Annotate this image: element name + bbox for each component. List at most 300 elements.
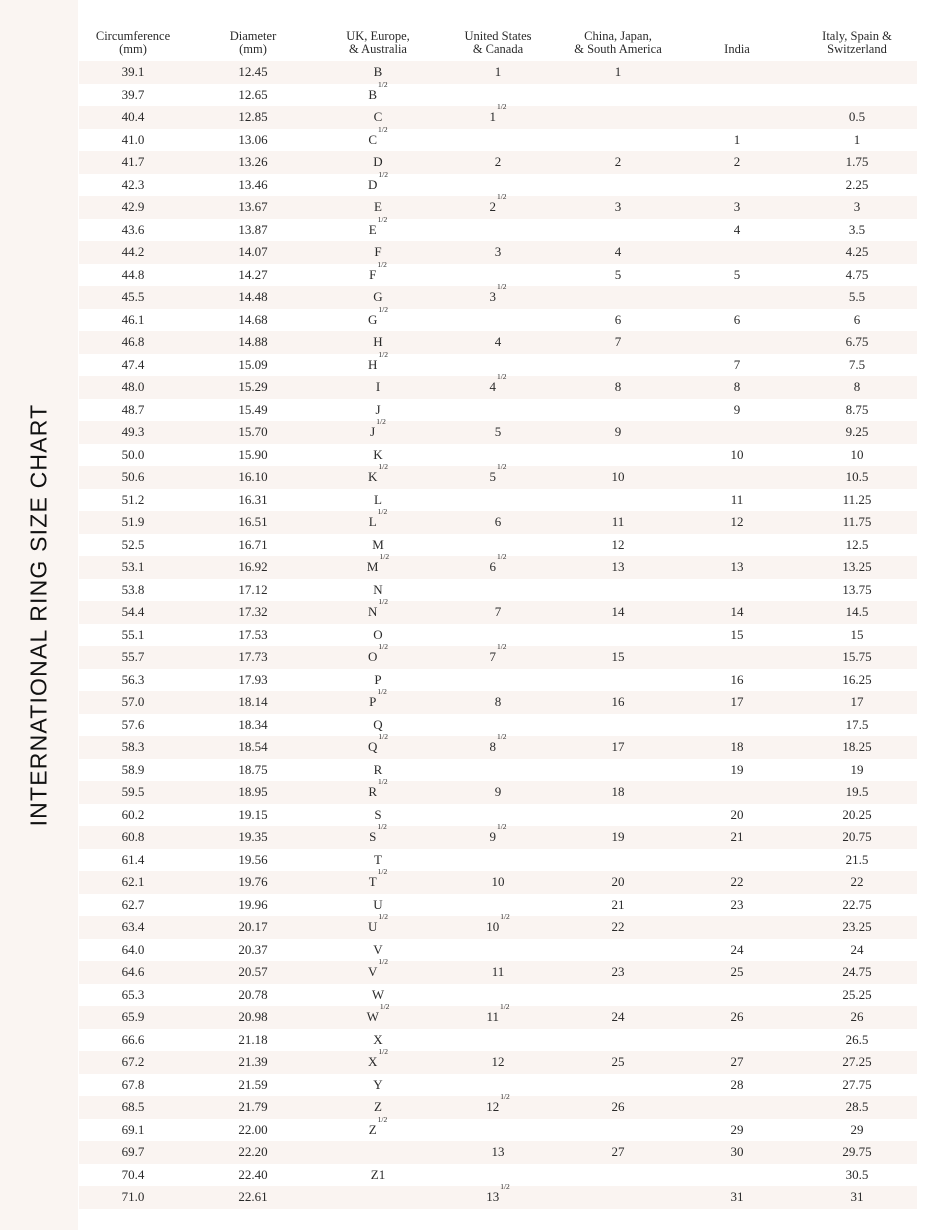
cell-us-canada: 5 [494, 424, 502, 439]
cell-circumference: 64.6 [121, 964, 145, 979]
cell-italy-spain-switzerland: 29 [850, 1121, 864, 1137]
cell-india: 17 [730, 694, 744, 709]
cell-circumference: 44.8 [121, 266, 145, 282]
size-base: 5 [489, 469, 496, 484]
cell-us-canada: 12 [491, 1054, 505, 1069]
table-row [79, 304, 917, 332]
cell-china-japan-south-america: 1 [614, 64, 622, 79]
cell-uk-europe-australia: W [371, 986, 385, 1002]
table-body [79, 61, 917, 1209]
table-row [79, 102, 917, 129]
cell-diameter: 16.10 [238, 469, 268, 484]
cell-italy-spain-switzerland: 25.25 [842, 986, 872, 1002]
half-size-mark: 1/2 [378, 597, 388, 606]
cell-india: 8 [733, 379, 741, 394]
cell-italy-spain-switzerland: 27.25 [842, 1054, 872, 1069]
half-size-mark: 1/2 [500, 1092, 510, 1101]
cell-circumference: 51.9 [121, 514, 145, 529]
table-row [79, 192, 917, 219]
cell-italy-spain-switzerland: 4.25 [845, 244, 869, 259]
cell-circumference: 44.2 [121, 244, 145, 259]
table-row [79, 867, 917, 894]
cell-diameter: 22.61 [238, 1189, 268, 1204]
table-row [79, 849, 917, 872]
table-row [79, 597, 917, 624]
cell-china-japan-south-america: 20 [611, 874, 625, 889]
cell-uk-europe-australia [368, 507, 388, 534]
cell-italy-spain-switzerland: 29.75 [842, 1144, 872, 1159]
cell-china-japan-south-america: 21 [611, 896, 625, 912]
cell-diameter: 13.67 [238, 199, 268, 214]
table-row [79, 462, 917, 489]
cell-us-canada: 11 [491, 964, 505, 979]
table-row [79, 894, 917, 917]
cell-italy-spain-switzerland: 5.5 [848, 289, 866, 304]
cell-china-japan-south-america: 2 [614, 154, 622, 169]
cell-circumference: 46.8 [121, 334, 145, 349]
cell-china-japan-south-america: 13 [611, 559, 625, 574]
cell-us-canada [489, 552, 507, 579]
half-size-mark: 1/2 [378, 462, 388, 471]
size-base: W [366, 1009, 379, 1024]
size-base: 6 [489, 559, 496, 574]
header-line: (mm) [119, 41, 147, 56]
cell-italy-spain-switzerland: 10 [850, 446, 864, 462]
cell-diameter: 17.93 [238, 671, 268, 687]
size-base: N [368, 604, 378, 619]
cell-diameter: 12.85 [238, 109, 268, 124]
table-row [79, 151, 917, 174]
half-size-mark: 1/2 [378, 642, 388, 651]
table-row [79, 61, 917, 84]
cell-circumference: 57.6 [121, 716, 145, 732]
half-size-mark: 1/2 [377, 1114, 388, 1124]
cell-circumference: 69.7 [121, 1144, 145, 1159]
cell-india: 14 [730, 604, 744, 619]
size-base: 3 [489, 289, 496, 304]
header-china-japan-south-america [574, 30, 662, 55]
header-circumference [96, 30, 170, 55]
size-base: L [368, 514, 377, 529]
cell-uk-europe-australia [368, 124, 388, 152]
size-base: V [368, 964, 378, 979]
size-base: K [368, 469, 378, 484]
cell-india: 13 [730, 559, 744, 574]
cell-uk-europe-australia [368, 214, 388, 242]
cell-diameter: 18.34 [238, 716, 268, 732]
cell-us-canada: 4 [494, 334, 502, 349]
table-row [79, 1002, 917, 1029]
size-base: 12 [486, 1099, 500, 1114]
cell-circumference: 56.3 [121, 671, 145, 687]
cell-diameter: 18.54 [238, 739, 268, 754]
table-row [79, 507, 917, 534]
header-line: Italy, Spain & [822, 29, 892, 43]
half-size-mark: 1/2 [496, 822, 507, 831]
half-size-mark: 1/2 [378, 349, 388, 359]
cell-uk-europe-australia [369, 259, 387, 287]
cell-us-canada [489, 102, 507, 129]
cell-italy-spain-switzerland: 6.75 [845, 334, 869, 349]
cell-uk-europe-australia [368, 777, 388, 804]
table-row [79, 732, 917, 759]
size-base: T [368, 874, 377, 889]
cell-uk-europe-australia [368, 912, 388, 939]
cell-diameter: 18.14 [238, 694, 268, 709]
cell-uk-europe-australia: V [373, 941, 383, 957]
cell-india: 23 [730, 896, 744, 912]
cell-uk-europe-australia [366, 552, 390, 579]
half-size-mark: 1/2 [377, 214, 388, 224]
cell-india: 2 [733, 154, 741, 169]
table-row [79, 489, 917, 512]
cell-circumference: 65.3 [121, 986, 145, 1002]
half-size-mark: 1/2 [378, 777, 388, 786]
table-row [79, 912, 917, 939]
cell-circumference: 60.8 [121, 829, 145, 844]
table-row [79, 1164, 917, 1187]
header-line: Switzerland [827, 41, 887, 56]
cell-italy-spain-switzerland: 28.5 [845, 1099, 869, 1114]
cell-circumference: 49.3 [121, 424, 145, 439]
cell-india: 21 [730, 829, 744, 844]
cell-uk-europe-australia: B [373, 64, 383, 79]
cell-circumference: 62.7 [121, 896, 145, 912]
cell-diameter: 16.31 [238, 491, 268, 507]
cell-india: 24 [730, 941, 744, 957]
cell-uk-europe-australia [369, 687, 387, 714]
cell-india: 4 [733, 221, 741, 237]
cell-diameter: 19.15 [238, 806, 268, 822]
cell-diameter: 22.20 [238, 1144, 268, 1159]
cell-india: 29 [730, 1121, 744, 1137]
size-base: 11 [486, 1009, 499, 1024]
half-size-mark: 1/2 [377, 259, 387, 269]
header-line: & Canada [472, 41, 524, 56]
size-base: 2 [489, 199, 496, 214]
cell-uk-europe-australia [368, 642, 388, 669]
table-row [79, 282, 917, 309]
cell-uk-europe-australia: M [372, 536, 384, 552]
cell-circumference: 57.0 [121, 694, 145, 709]
cell-italy-spain-switzerland: 8 [853, 379, 861, 394]
table-row [79, 642, 917, 669]
cell-india: 7 [733, 356, 741, 372]
cell-us-canada [486, 1092, 510, 1119]
cell-italy-spain-switzerland: 10.5 [845, 469, 869, 484]
cell-us-canada: 7 [494, 604, 502, 619]
header-line: India [724, 41, 750, 56]
cell-us-canada [489, 642, 507, 669]
table-row [79, 399, 917, 422]
header-line: & Australia [349, 41, 407, 56]
cell-circumference: 67.8 [121, 1076, 145, 1092]
cell-diameter: 18.75 [238, 761, 268, 777]
cell-us-canada [489, 732, 507, 759]
cell-diameter: 17.73 [238, 649, 268, 664]
size-base: F [369, 266, 377, 282]
cell-china-japan-south-america: 7 [614, 334, 622, 349]
cell-italy-spain-switzerland: 19.5 [845, 784, 869, 799]
cell-circumference: 61.4 [121, 851, 145, 867]
cell-diameter: 14.27 [238, 266, 268, 282]
cell-india: 18 [730, 739, 744, 754]
cell-diameter: 12.45 [238, 64, 268, 79]
cell-circumference: 69.1 [121, 1121, 145, 1137]
cell-diameter: 19.56 [238, 851, 268, 867]
cell-india: 27 [730, 1054, 744, 1069]
cell-circumference: 42.3 [121, 176, 145, 192]
cell-italy-spain-switzerland: 11.75 [842, 514, 872, 529]
size-base: 1 [489, 109, 496, 124]
cell-china-japan-south-america: 22 [611, 919, 625, 934]
half-size-mark: 1/2 [496, 552, 507, 561]
header-india [724, 43, 750, 56]
cell-circumference: 60.2 [121, 806, 145, 822]
table-row [79, 552, 917, 579]
cell-circumference: 66.6 [121, 1031, 145, 1047]
cell-circumference: 71.0 [121, 1189, 145, 1204]
half-size-mark: 1/2 [377, 507, 388, 516]
cell-italy-spain-switzerland: 12.5 [845, 536, 869, 552]
cell-diameter: 14.88 [238, 334, 268, 349]
table-row [79, 372, 917, 399]
cell-circumference: 64.0 [121, 941, 145, 957]
cell-us-canada [489, 462, 507, 489]
cell-diameter: 15.49 [238, 401, 268, 417]
cell-india: 15 [730, 626, 744, 642]
cell-diameter: 15.90 [238, 446, 268, 462]
size-base: E [368, 221, 377, 237]
cell-uk-europe-australia: D [373, 154, 383, 169]
cell-diameter: 13.87 [238, 221, 268, 237]
half-size-mark: 1/2 [496, 732, 507, 741]
cell-circumference: 50.0 [121, 446, 145, 462]
cell-uk-europe-australia: J [375, 401, 381, 417]
half-size-mark: 1/2 [496, 282, 507, 291]
cell-circumference: 48.7 [121, 401, 145, 417]
table-row [79, 669, 917, 692]
half-size-mark: 1/2 [499, 1002, 510, 1011]
cell-india: 5 [733, 266, 741, 282]
sidebar-panel [0, 0, 78, 1230]
cell-circumference: 65.9 [121, 1009, 145, 1024]
cell-india: 30 [730, 1144, 744, 1159]
cell-circumference: 47.4 [121, 356, 145, 372]
cell-uk-europe-australia: I [375, 379, 381, 394]
cell-china-japan-south-america: 19 [611, 829, 625, 844]
size-base: 7 [489, 649, 496, 664]
cell-us-canada [489, 372, 507, 399]
table-row [79, 777, 917, 804]
cell-italy-spain-switzerland: 9.25 [845, 424, 869, 439]
cell-india: 28 [730, 1076, 744, 1092]
size-base: 4 [489, 379, 496, 394]
cell-diameter: 15.70 [238, 424, 268, 439]
cell-diameter: 20.17 [238, 919, 268, 934]
cell-circumference: 53.1 [121, 559, 145, 574]
cell-italy-spain-switzerland: 2.25 [845, 176, 869, 192]
cell-uk-europe-australia: X [373, 1031, 383, 1047]
header-us-canada [464, 30, 531, 55]
cell-circumference: 45.5 [121, 289, 145, 304]
cell-us-canada [489, 822, 507, 849]
cell-us-canada: 3 [494, 244, 502, 259]
cell-china-japan-south-america: 6 [614, 311, 622, 327]
cell-diameter: 20.37 [238, 941, 268, 957]
half-size-mark: 1/2 [500, 1182, 510, 1191]
cell-italy-spain-switzerland: 11.25 [842, 491, 872, 507]
cell-us-canada: 1 [494, 64, 502, 79]
half-size-mark: 1/2 [378, 79, 388, 89]
cell-italy-spain-switzerland: 13.25 [842, 559, 872, 574]
cell-uk-europe-australia [368, 597, 388, 624]
cell-china-japan-south-america: 18 [611, 784, 625, 799]
cell-diameter: 21.39 [238, 1054, 268, 1069]
cell-diameter: 17.12 [238, 581, 268, 597]
size-base: D [368, 176, 378, 192]
cell-india: 10 [730, 446, 744, 462]
table-row [79, 1074, 917, 1097]
cell-uk-europe-australia [368, 732, 388, 759]
cell-italy-spain-switzerland: 18.25 [842, 739, 872, 754]
size-base: O [368, 649, 378, 664]
table-row [79, 1182, 917, 1209]
size-base: Q [368, 739, 378, 754]
table-header [79, 27, 917, 57]
cell-diameter: 16.71 [238, 536, 268, 552]
cell-us-canada: 13 [491, 1144, 505, 1159]
half-size-mark: 1/2 [496, 462, 507, 471]
cell-italy-spain-switzerland: 30.5 [845, 1166, 869, 1182]
cell-circumference: 55.1 [121, 626, 145, 642]
cell-diameter: 18.95 [238, 784, 268, 799]
cell-india: 11 [730, 491, 744, 507]
cell-italy-spain-switzerland: 21.5 [845, 851, 869, 867]
cell-circumference: 58.9 [121, 761, 145, 777]
cell-china-japan-south-america: 17 [611, 739, 625, 754]
cell-circumference: 59.5 [121, 784, 145, 799]
cell-uk-europe-australia: S [374, 806, 382, 822]
cell-us-canada [489, 192, 507, 219]
cell-diameter: 14.48 [238, 289, 268, 304]
table-row [79, 1092, 917, 1119]
chart-title: INTERNATIONAL RING SIZE CHART [25, 403, 52, 827]
half-size-mark: 1/2 [496, 642, 507, 651]
size-base: X [368, 1054, 378, 1069]
cell-india: 12 [730, 514, 744, 529]
table-row [79, 939, 917, 962]
cell-uk-europe-australia: N [373, 581, 383, 597]
size-base: M [366, 559, 379, 574]
half-size-mark: 1/2 [496, 102, 507, 111]
cell-uk-europe-australia [366, 1002, 390, 1029]
cell-india: 16 [730, 671, 744, 687]
cell-diameter: 20.78 [238, 986, 268, 1002]
cell-circumference: 43.6 [121, 221, 145, 237]
half-size-mark: 1/2 [378, 1047, 388, 1056]
cell-diameter: 13.46 [238, 176, 268, 192]
cell-us-canada: 9 [494, 784, 502, 799]
table-row [79, 579, 917, 602]
cell-circumference: 41.7 [121, 154, 145, 169]
table-row [79, 124, 917, 152]
cell-uk-europe-australia: H [373, 334, 383, 349]
cell-circumference: 70.4 [121, 1166, 145, 1182]
cell-china-japan-south-america: 8 [614, 379, 622, 394]
size-base: C [368, 131, 378, 147]
table-row [79, 687, 917, 714]
cell-uk-europe-australia: Y [373, 1076, 383, 1092]
half-size-mark: 1/2 [378, 732, 388, 741]
cell-diameter: 22.40 [238, 1166, 268, 1182]
cell-uk-europe-australia [368, 304, 388, 332]
cell-diameter: 20.98 [238, 1009, 268, 1024]
cell-china-japan-south-america: 11 [611, 514, 625, 529]
cell-circumference: 51.2 [121, 491, 145, 507]
cell-circumference: 48.0 [121, 379, 145, 394]
cell-india: 26 [730, 1009, 744, 1024]
cell-uk-europe-australia [369, 822, 387, 849]
size-base: G [368, 311, 378, 327]
table-row [79, 759, 917, 782]
half-size-mark: 1/2 [379, 1002, 390, 1011]
cell-circumference: 68.5 [121, 1099, 145, 1114]
cell-italy-spain-switzerland: 20.25 [842, 806, 872, 822]
size-base: 10 [486, 919, 500, 934]
cell-china-japan-south-america: 26 [611, 1099, 625, 1114]
table-row [79, 214, 917, 242]
cell-circumference: 46.1 [121, 311, 145, 327]
cell-uk-europe-australia: L [374, 491, 382, 507]
half-size-mark: 1/2 [378, 912, 388, 921]
cell-circumference: 52.5 [121, 536, 145, 552]
header-italy-spain-switzerland [822, 30, 892, 55]
header-line: (mm) [239, 41, 267, 56]
cell-diameter: 17.32 [238, 604, 268, 619]
cell-china-japan-south-america: 12 [611, 536, 625, 552]
cell-italy-spain-switzerland: 22 [850, 874, 864, 889]
cell-uk-europe-australia: Z1 [370, 1166, 386, 1182]
header-uk-europe-australia [346, 30, 410, 55]
cell-us-canada [486, 1002, 510, 1029]
cell-uk-europe-australia [368, 1114, 388, 1142]
cell-circumference: 55.7 [121, 649, 145, 664]
cell-uk-europe-australia: Z [374, 1099, 382, 1114]
half-size-mark: 1/2 [378, 169, 388, 179]
cell-italy-spain-switzerland: 17 [850, 694, 864, 709]
cell-china-japan-south-america: 24 [611, 1009, 625, 1024]
cell-italy-spain-switzerland: 24 [850, 941, 864, 957]
cell-us-canada: 8 [494, 694, 502, 709]
cell-us-canada: 6 [494, 514, 502, 529]
cell-circumference: 53.8 [121, 581, 145, 597]
cell-uk-europe-australia: R [373, 761, 383, 777]
cell-italy-spain-switzerland: 1 [853, 131, 861, 147]
size-base: H [368, 356, 378, 372]
cell-italy-spain-switzerland: 6 [853, 311, 861, 327]
cell-india: 9 [733, 401, 741, 417]
cell-diameter: 21.59 [238, 1076, 268, 1092]
cell-us-canada [489, 282, 507, 309]
cell-circumference: 67.2 [121, 1054, 145, 1069]
cell-italy-spain-switzerland: 31 [850, 1189, 864, 1204]
table-row [79, 1047, 917, 1074]
table-row [79, 241, 917, 264]
half-size-mark: 1/2 [378, 304, 388, 314]
cell-circumference: 50.6 [121, 469, 145, 484]
cell-italy-spain-switzerland: 7.5 [848, 356, 866, 372]
